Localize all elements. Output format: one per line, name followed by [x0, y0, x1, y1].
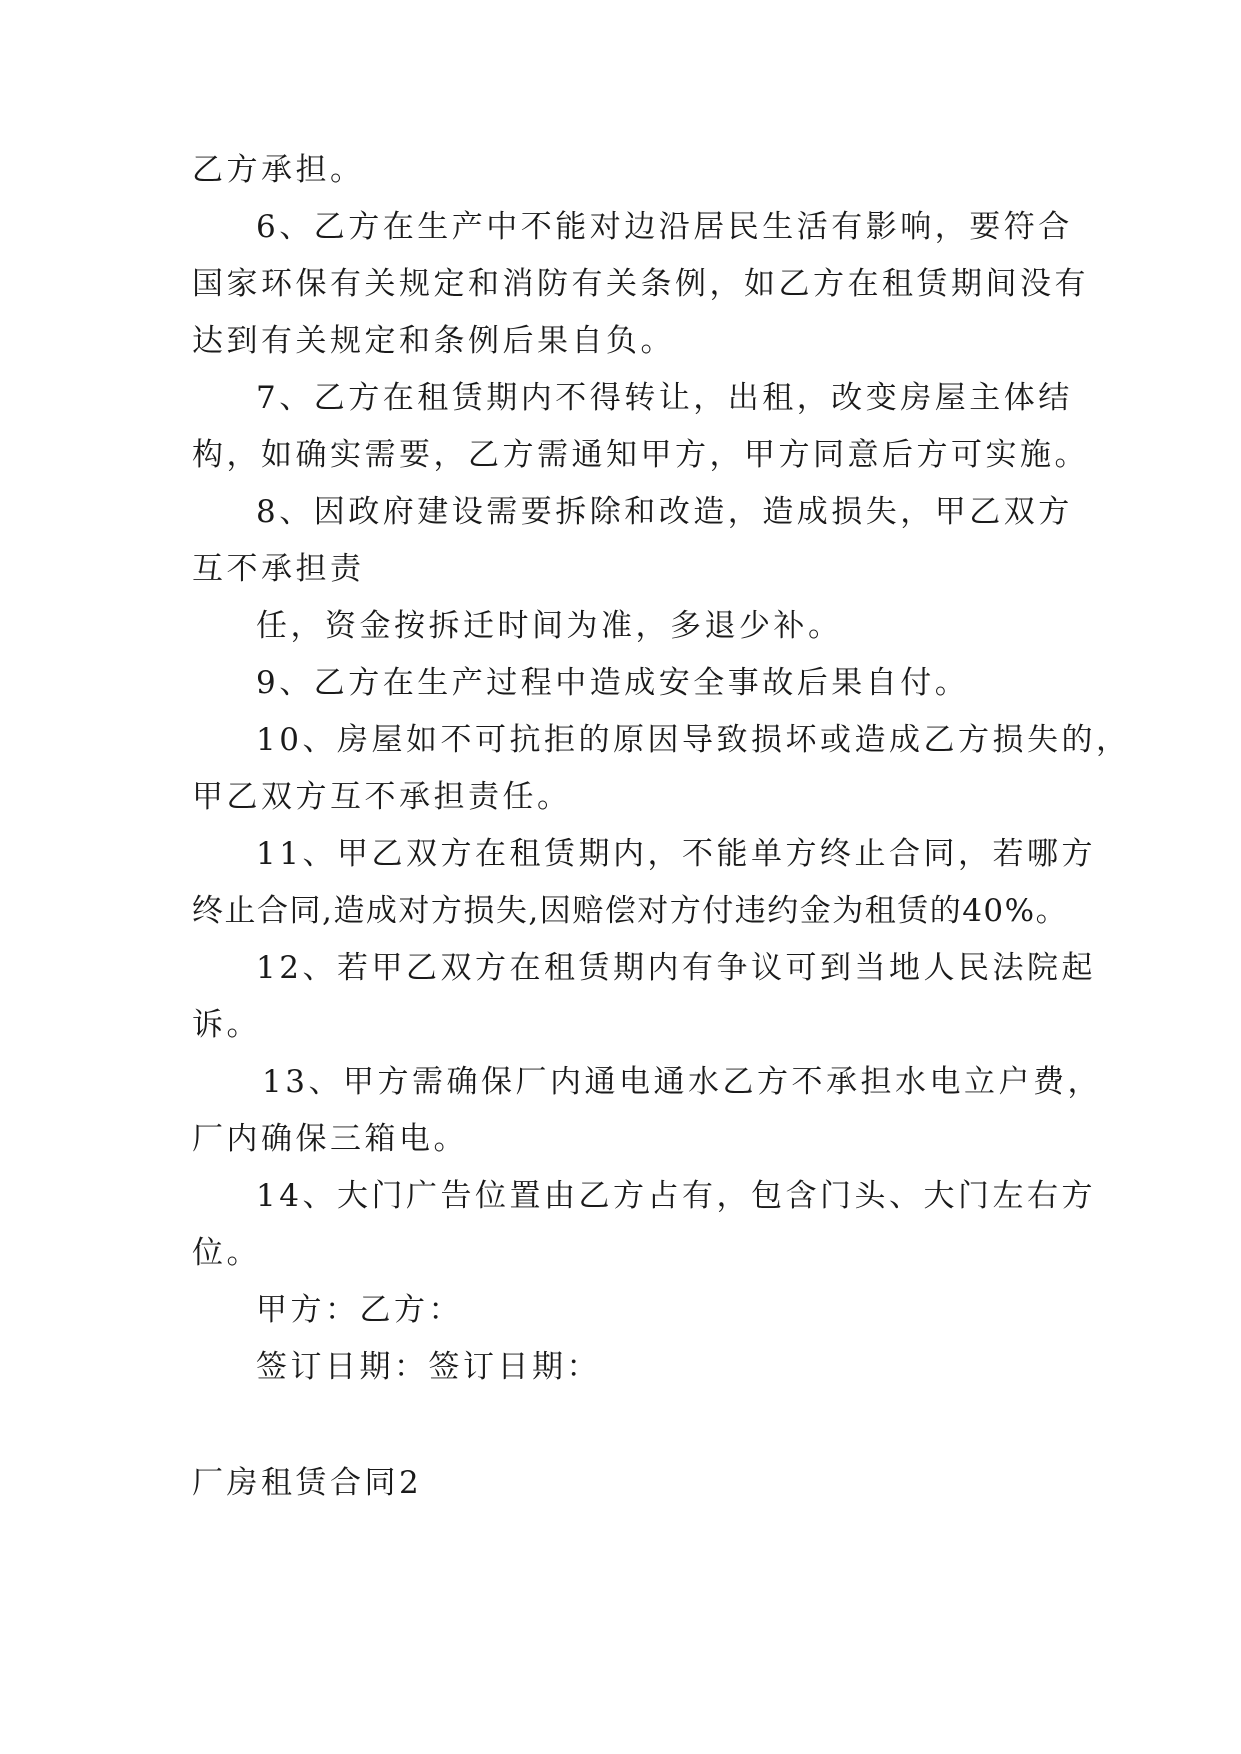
text-line: 任，资金按拆迁时间为准，多退少补。 — [256, 608, 843, 644]
text-line: 达到有关规定和条例后果自负。 — [192, 323, 675, 359]
text-line: 甲乙双方互不承担责任。 — [192, 779, 572, 815]
text-line: 诉。 — [192, 1007, 261, 1043]
clause-12: 12、若甲乙双方在租赁期内有争议可到当地人民法院起 — [256, 950, 1096, 986]
section-title: 厂房租赁合同2 — [192, 1465, 423, 1501]
text-line: 乙方承担。 — [192, 152, 365, 188]
text-line: 构，如确实需要，乙方需通知甲方，甲方同意后方可实施。 — [192, 437, 1089, 473]
clause-13: 13、甲方需确保厂内通电通水乙方不承担水电立户费， — [262, 1064, 1102, 1100]
clause-9: 9、乙方在生产过程中造成安全事故后果自付。 — [256, 665, 970, 701]
text-line: 终止合同,造成对方损失,因赔偿对方付违约金为租赁的40%。 — [192, 893, 1069, 929]
clause-8: 8、因政府建设需要拆除和改造，造成损失，甲乙双方 — [256, 494, 1073, 530]
clause-14: 14、大门广告位置由乙方占有，包含门头、大门左右方 — [256, 1178, 1096, 1214]
text-line: 国家环保有关规定和消防有关条例，如乙方在租赁期间没有 — [192, 266, 1089, 302]
signature-parties: 甲方：乙方： — [256, 1292, 463, 1328]
clause-10: 10、房屋如不可抗拒的原因导致损坏或造成乙方损失的， — [256, 722, 1131, 758]
clause-11: 11、甲乙双方在租赁期内，不能单方终止合同，若哪方 — [256, 836, 1096, 872]
clause-7: 7、乙方在租赁期内不得转让，出租，改变房屋主体结 — [256, 380, 1073, 416]
clause-6: 6、乙方在生产中不能对边沿居民生活有影响，要符合 — [256, 209, 1073, 245]
text-line: 位。 — [192, 1235, 261, 1271]
signature-dates: 签订日期：签订日期： — [256, 1349, 601, 1385]
text-line: 厂内确保三箱电。 — [192, 1121, 468, 1157]
text-line: 互不承担责 — [192, 551, 365, 587]
